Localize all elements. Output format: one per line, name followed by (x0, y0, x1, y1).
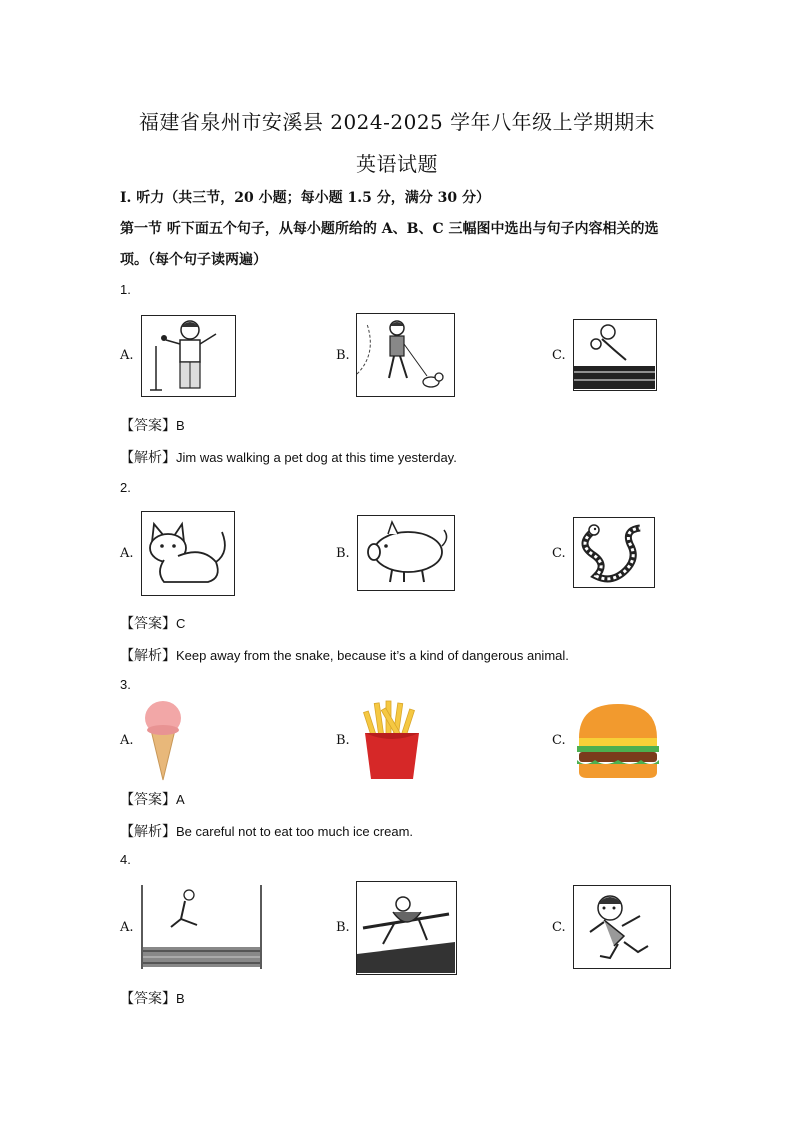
option-label-b: B. (336, 920, 350, 935)
option-label-b: B. (336, 733, 350, 748)
answer-label: 【答案】 (120, 792, 176, 808)
answer-label: 【答案】 (120, 991, 176, 1007)
french-fries-image (357, 699, 427, 779)
snake-image (573, 517, 655, 588)
document-title-line2: 英语试题 (356, 152, 438, 176)
cat-image (141, 511, 235, 596)
part1-instruction-line1: 第一节 听下面五个句子，从每小题所给的 A、B、C 三幅图中选出与句子内容相关的选 (120, 221, 659, 237)
option-label-a: A. (120, 348, 134, 363)
analysis-text: Be careful not to eat too much ice cream. (176, 824, 414, 839)
hamburger-image (575, 702, 661, 780)
answer-line (120, 613, 185, 633)
answer-value: C (176, 616, 186, 631)
answer-value: B (176, 418, 185, 433)
answer-value: A (176, 792, 185, 807)
answer-line (120, 415, 185, 435)
person-ping-pong-image (573, 319, 657, 391)
option-label-c: C. (552, 546, 566, 561)
answer-value: B (176, 991, 185, 1006)
question-number: 1. (120, 282, 131, 297)
analysis-text: Jim was walking a pet dog at this time yesterday. (176, 450, 457, 465)
long-jump-image (141, 885, 262, 969)
section-header: Ⅰ. 听力（共三节，20 小题；每小题 1.5 分，满分 30 分） (120, 190, 490, 206)
analysis-line (120, 821, 413, 841)
analysis-label: 【解析】 (120, 648, 176, 664)
option-label-c: C. (552, 733, 566, 748)
answer-line (120, 988, 185, 1008)
question-number: 4. (120, 852, 131, 867)
answer-label: 【答案】 (120, 418, 176, 434)
question-number: 3. (120, 677, 131, 692)
boy-singing-image (141, 315, 236, 397)
pig-image (357, 515, 455, 591)
option-label-c: C. (552, 920, 566, 935)
option-label-a: A. (120, 920, 134, 935)
answer-label: 【答案】 (120, 616, 176, 632)
analysis-line (120, 447, 457, 467)
option-label-a: A. (120, 733, 134, 748)
ice-cream-image (141, 698, 185, 782)
boy-walking-dog-image (356, 313, 455, 397)
analysis-line (120, 645, 569, 665)
answer-line (120, 789, 185, 809)
question-number: 2. (120, 480, 131, 495)
option-label-b: B. (336, 348, 350, 363)
analysis-label: 【解析】 (120, 450, 176, 466)
running-girl-image (573, 885, 671, 969)
option-label-b: B. (336, 546, 350, 561)
document-title-line1: 福建省泉州市安溪县 2024-2025 学年八年级上学期期末 (138, 110, 656, 134)
option-label-a: A. (120, 546, 134, 561)
option-label-c: C. (552, 348, 566, 363)
analysis-text: Keep away from the snake, because it’s a kind of dangerous animal. (176, 648, 569, 663)
high-jump-image (356, 881, 457, 975)
analysis-label: 【解析】 (120, 824, 176, 840)
part1-instruction-line2: 项。（每个句子读两遍） (120, 252, 267, 268)
